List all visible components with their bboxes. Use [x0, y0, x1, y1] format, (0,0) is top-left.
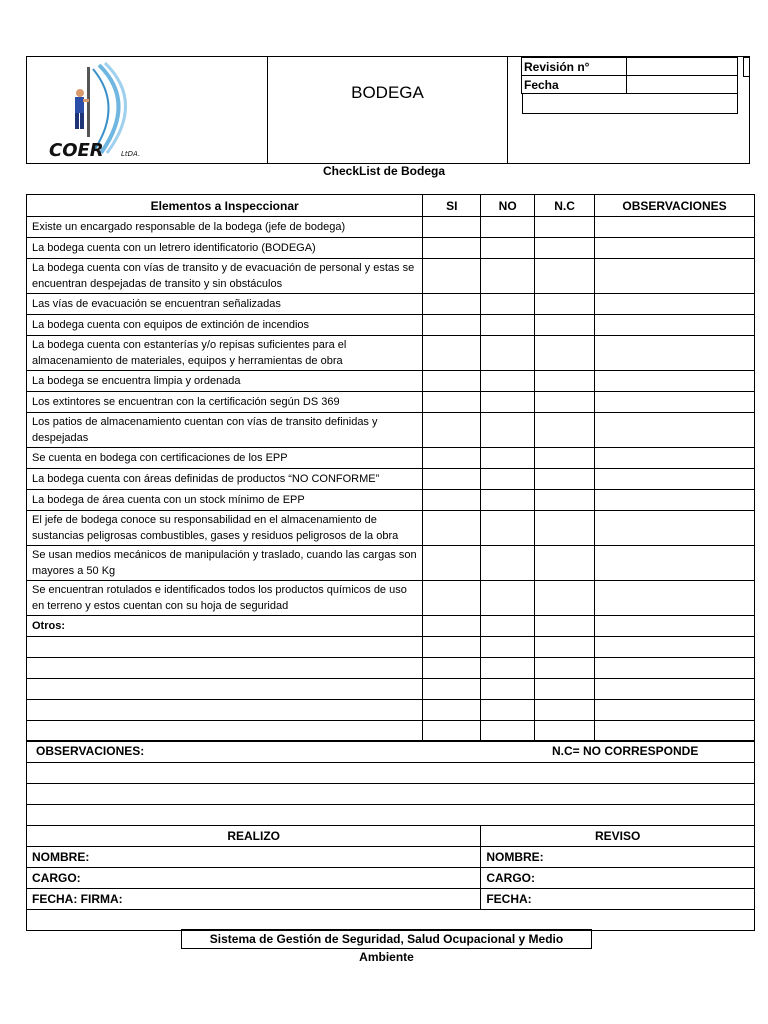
table-row — [27, 336, 755, 371]
no-cell[interactable] — [481, 259, 535, 294]
si-cell[interactable] — [423, 448, 481, 469]
blank-item-cell[interactable] — [27, 637, 423, 658]
no-cell[interactable] — [481, 581, 535, 616]
nc-cell[interactable] — [535, 294, 595, 315]
table-row — [27, 581, 755, 616]
reviso-fecha-field[interactable]: FECHA: — [481, 889, 755, 910]
inspection-item: Se encuentran rotulados e identificados todos los productos químicos de uso en terreno y estos cuentan con su hoja de seguridad — [27, 581, 423, 616]
no-cell[interactable] — [481, 721, 535, 742]
nc-cell[interactable] — [535, 238, 595, 259]
si-cell[interactable] — [423, 294, 481, 315]
realizo-header: REALIZO — [27, 826, 481, 847]
nc-cell[interactable] — [535, 315, 595, 336]
logo-text: COER — [49, 140, 104, 161]
observaciones-cell[interactable] — [595, 581, 755, 616]
observaciones-cell[interactable] — [595, 371, 755, 392]
si-cell[interactable] — [423, 546, 481, 581]
no-cell[interactable] — [481, 679, 535, 700]
si-cell[interactable] — [423, 392, 481, 413]
si-cell[interactable] — [423, 679, 481, 700]
revision-label: Revisión n° — [522, 58, 627, 76]
no-cell[interactable] — [481, 700, 535, 721]
no-cell[interactable] — [481, 371, 535, 392]
nc-cell[interactable] — [535, 371, 595, 392]
nc-cell[interactable] — [535, 637, 595, 658]
table-row — [27, 259, 755, 294]
document-title: BODEGA — [351, 83, 424, 102]
si-cell[interactable] — [423, 637, 481, 658]
nc-cell[interactable] — [535, 581, 595, 616]
observaciones-cell[interactable] — [595, 238, 755, 259]
nc-cell[interactable] — [535, 217, 595, 238]
inspection-item: La bodega cuenta con equipos de extinción de incendios — [27, 315, 423, 336]
observaciones-cell[interactable] — [595, 217, 755, 238]
company-logo — [27, 57, 268, 163]
observaciones-cell[interactable] — [595, 546, 755, 581]
si-cell[interactable] — [423, 217, 481, 238]
no-cell[interactable] — [481, 448, 535, 469]
blank-item-cell[interactable] — [27, 721, 423, 742]
si-cell[interactable] — [423, 238, 481, 259]
logo-suffix: LtDA. — [121, 150, 141, 158]
observaciones-cell[interactable] — [595, 511, 755, 546]
column-header: NO — [481, 195, 535, 217]
table-row — [27, 315, 755, 336]
blank-item-row — [27, 637, 755, 658]
table-row — [27, 448, 755, 469]
si-cell[interactable] — [423, 490, 481, 511]
nc-cell[interactable] — [535, 413, 595, 448]
column-header: N.C — [535, 195, 595, 217]
table-row — [27, 294, 755, 315]
observaciones-cell[interactable] — [595, 700, 755, 721]
blank-item-cell[interactable] — [27, 700, 423, 721]
table-row — [27, 490, 755, 511]
otros-label: Otros: — [27, 616, 423, 637]
no-cell[interactable] — [481, 490, 535, 511]
observaciones-cell[interactable] — [595, 469, 755, 490]
no-cell[interactable] — [481, 336, 535, 371]
si-cell[interactable] — [423, 413, 481, 448]
no-cell[interactable] — [481, 294, 535, 315]
si-cell[interactable] — [423, 469, 481, 490]
inspection-item: La bodega de área cuenta con un stock mínimo de EPP — [27, 490, 423, 511]
checklist-title: CheckList de Bodega — [322, 164, 446, 178]
nc-cell[interactable] — [535, 259, 595, 294]
blank-item-cell[interactable] — [27, 679, 423, 700]
no-cell[interactable] — [481, 217, 535, 238]
si-cell[interactable] — [423, 616, 481, 637]
observaciones-line[interactable] — [27, 784, 755, 805]
no-cell[interactable] — [481, 413, 535, 448]
table-row — [27, 238, 755, 259]
no-cell[interactable] — [481, 392, 535, 413]
no-cell[interactable] — [481, 469, 535, 490]
inspection-item: Existe un encargado responsable de la bodega (jefe de bodega) — [27, 217, 423, 238]
nc-cell[interactable] — [535, 469, 595, 490]
observaciones-line[interactable] — [27, 763, 755, 784]
nc-cell[interactable] — [535, 511, 595, 546]
observaciones-cell[interactable] — [595, 448, 755, 469]
observaciones-cell[interactable] — [595, 658, 755, 679]
nc-cell[interactable] — [535, 392, 595, 413]
nc-cell[interactable] — [535, 448, 595, 469]
no-cell[interactable] — [481, 511, 535, 546]
si-cell[interactable] — [423, 259, 481, 294]
no-cell[interactable] — [481, 658, 535, 679]
realizo-cargo-field[interactable]: CARGO: — [27, 868, 481, 889]
observaciones-cell[interactable] — [595, 336, 755, 371]
fecha-value-field[interactable] — [627, 76, 738, 94]
inspection-item: La bodega cuenta con un letrero identificatorio (BODEGA) — [27, 238, 423, 259]
nc-cell[interactable] — [535, 700, 595, 721]
table-row — [27, 392, 755, 413]
column-header: Elementos a Inspeccionar — [27, 195, 423, 217]
observaciones-cell[interactable] — [595, 721, 755, 742]
document-header — [26, 56, 750, 164]
observaciones-line[interactable] — [27, 805, 755, 826]
inspection-item: La bodega cuenta con vías de transito y de evacuación de personal y estas se encuentran despejadas de transito y sin obstáculos — [27, 259, 423, 294]
observaciones-cell[interactable] — [595, 392, 755, 413]
table-row — [27, 371, 755, 392]
observaciones-cell[interactable] — [595, 294, 755, 315]
inspection-item: La bodega se encuentra limpia y ordenada — [27, 371, 423, 392]
title-cell — [268, 57, 508, 163]
blank-item-row — [27, 658, 755, 679]
table-row — [27, 546, 755, 581]
column-header: OBSERVACIONES — [595, 195, 755, 217]
realizo-fecha-firma-field[interactable]: FECHA: FIRMA: — [27, 889, 481, 910]
blank-item-row — [27, 679, 755, 700]
footer-caption: Sistema de Gestión de Seguridad, Salud Ocupacional y Medio Ambiente — [181, 929, 592, 949]
no-cell[interactable] — [481, 616, 535, 637]
inspection-item: Se cuenta en bodega con certificaciones de los EPP — [27, 448, 423, 469]
table-row — [27, 413, 755, 448]
si-cell[interactable] — [423, 336, 481, 371]
no-cell[interactable] — [481, 315, 535, 336]
logo-cell — [27, 57, 268, 163]
si-cell[interactable] — [423, 700, 481, 721]
inspection-item: Las vías de evacuación se encuentran señalizadas — [27, 294, 423, 315]
fecha-label: Fecha — [522, 76, 627, 94]
revision-value-field[interactable] — [627, 58, 738, 76]
table-row — [27, 217, 755, 238]
observaciones-cell[interactable] — [595, 637, 755, 658]
observaciones-cell[interactable] — [595, 315, 755, 336]
nc-cell[interactable] — [535, 658, 595, 679]
nc-cell[interactable] — [535, 546, 595, 581]
nc-cell[interactable] — [535, 336, 595, 371]
observaciones-cell[interactable] — [595, 259, 755, 294]
si-cell[interactable] — [423, 315, 481, 336]
observaciones-cell[interactable] — [595, 616, 755, 637]
revision-extra-field[interactable] — [522, 93, 738, 114]
checklist-table — [26, 194, 755, 742]
nc-cell[interactable] — [535, 490, 595, 511]
reviso-header: REVISO — [481, 826, 755, 847]
blank-item-cell[interactable] — [27, 658, 423, 679]
no-cell[interactable] — [481, 637, 535, 658]
inspection-item: La bodega cuenta con áreas definidas de productos “NO CONFORME” — [27, 469, 423, 490]
observaciones-cell[interactable] — [595, 490, 755, 511]
reviso-cargo-field[interactable]: CARGO: — [481, 868, 755, 889]
observaciones-label: OBSERVACIONES: — [36, 744, 145, 758]
realizo-nombre-field[interactable]: NOMBRE: — [27, 847, 481, 868]
nc-cell[interactable] — [535, 679, 595, 700]
nc-note: N.C= NO CORRESPONDE — [552, 744, 699, 758]
nc-cell[interactable] — [535, 721, 595, 742]
blank-item-row — [27, 700, 755, 721]
table-row — [27, 469, 755, 490]
inspection-item: El jefe de bodega conoce su responsabilidad en el almacenamiento de sustancias peligrosas combustibles, gases y residuos peligrosos de la obra — [27, 511, 423, 546]
si-cell[interactable] — [423, 581, 481, 616]
si-cell[interactable] — [423, 658, 481, 679]
inspection-item: Se usan medios mecánicos de manipulación y traslado, cuando las cargas son mayores a 50 Kg — [27, 546, 423, 581]
inspection-item: La bodega cuenta con estanterías y/o repisas suficientes para el almacenamiento de materiales, equipos y herramientas de obra — [27, 336, 423, 371]
si-cell[interactable] — [423, 511, 481, 546]
header-edge-mark — [743, 57, 750, 77]
si-cell[interactable] — [423, 721, 481, 742]
blank-item-row — [27, 721, 755, 742]
reviso-nombre-field[interactable]: NOMBRE: — [481, 847, 755, 868]
observaciones-cell[interactable] — [595, 679, 755, 700]
blank-row — [27, 910, 755, 931]
otros-row — [27, 616, 755, 637]
observaciones-header — [27, 741, 755, 763]
no-cell[interactable] — [481, 546, 535, 581]
table-row — [27, 511, 755, 546]
nc-cell[interactable] — [535, 616, 595, 637]
column-header: SI — [423, 195, 481, 217]
inspection-item: Los patios de almacenamiento cuentan con vías de transito definidas y despejadas — [27, 413, 423, 448]
observaciones-cell[interactable] — [595, 413, 755, 448]
revision-table — [521, 57, 738, 94]
si-cell[interactable] — [423, 371, 481, 392]
inspection-item: Los extintores se encuentran con la certificación según DS 369 — [27, 392, 423, 413]
no-cell[interactable] — [481, 238, 535, 259]
signature-table — [26, 740, 755, 931]
table-header-row — [27, 195, 755, 217]
